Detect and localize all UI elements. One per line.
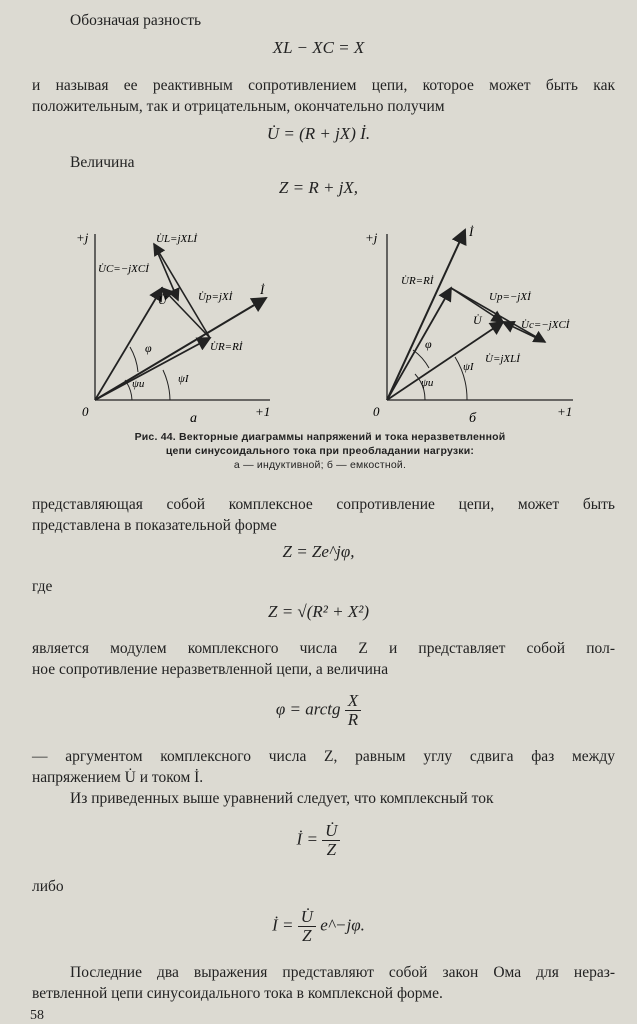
paragraph-argument-line1: — аргументом комплексного числа Z, равным углу сдвига фаз между [32, 748, 615, 765]
angle-arc-psii [163, 370, 170, 400]
angle-arc-phi [130, 347, 138, 372]
label-psiu: ψu [421, 377, 434, 389]
label-UR: U̇R=Rİ [210, 341, 243, 353]
label-UL: U̇=jXLİ [485, 353, 520, 365]
paragraph-ohm-line2: ветвленной цепи синусоидального тока в комплексной форме. [32, 985, 443, 1002]
eq-argument-left: φ = arctg [275, 699, 341, 719]
eq-current-exp-left: İ = [272, 915, 294, 935]
paragraph-intro: Обозначая разность [70, 12, 202, 29]
diagram-sublabel: а [190, 411, 197, 426]
caption-line2: цепи синусоидального тока при преобладании нагрузки: [165, 445, 475, 457]
eq-current-num: U̇ [322, 822, 340, 841]
paragraph-where: где [32, 578, 53, 595]
label-Up: Up=−jXİ [489, 291, 531, 303]
eq-current-exp-fraction [298, 908, 316, 945]
eq-current-den: Z [326, 840, 337, 859]
paragraph-ohm-line1: Последние два выражения представляют собой закон Ома для нераз- [70, 964, 615, 981]
eq-current-exp-right: e^−jφ. [320, 915, 365, 935]
page-number: 58 [30, 1008, 44, 1023]
equation-voltage: U̇ = (R + jX) İ. [266, 124, 371, 143]
resistive-voltage-vector [387, 288, 451, 400]
label-phi: φ [145, 341, 152, 355]
paragraph-modulus-line2: ное сопротивление неразветвленной цепи, а величина [32, 661, 389, 678]
diagram-sublabel: б [469, 411, 477, 426]
equation-current [0, 822, 637, 859]
equation-reactance: XL − XC = X [272, 38, 365, 57]
resistive-voltage-vector [95, 338, 210, 400]
equation-current-exp [0, 908, 637, 945]
equation-impedance: Z = R + jX, [278, 178, 359, 197]
paragraph-modulus-line1: является модулем комплексного числа Z и представляет собой пол- [32, 640, 615, 657]
label-psii: ψI [463, 361, 474, 373]
eq-current-fraction [322, 822, 340, 859]
label-psii: ψI [178, 373, 189, 385]
axis-label-one: +1 [255, 404, 271, 419]
paragraph-quantity: Величина [70, 154, 135, 171]
origin-label: 0 [373, 404, 380, 419]
label-phi: φ [425, 337, 432, 351]
label-I: İ [469, 224, 474, 239]
label-UC: U̇C=−jXCİ [98, 263, 149, 275]
eq-argument-fraction [345, 692, 361, 729]
label-psiu: ψu [132, 378, 145, 390]
paragraph-reactance-line1: и называя ее реактивным сопротивлением цепи, которое может быть как [32, 77, 615, 94]
caption-line3: а — индуктивной; б — емкостной. [233, 459, 407, 471]
eq-argument-den: R [347, 710, 359, 729]
label-I: İ [260, 282, 265, 297]
figure-caption [40, 430, 600, 472]
vector-diagram-b [355, 222, 585, 427]
label-UL: U̇L=jXLİ [156, 233, 198, 245]
vector-diagram-a [70, 222, 280, 427]
eq-current-exp-den: Z [302, 926, 312, 945]
paragraph-reactance-line2: положительным, так и отрицательным, окончательно получим [32, 98, 445, 115]
label-U: U̇ [473, 313, 482, 327]
eq-argument-num: X [345, 692, 361, 711]
angle-arc-phi [413, 350, 429, 368]
equation-modulus: Z = √(R² + X²) [267, 602, 369, 621]
paragraph-argument-line2: напряжением U̇ и током İ. [32, 769, 204, 786]
paragraph-or: либо [32, 878, 64, 895]
eq-current-left: İ = [296, 829, 318, 849]
axis-label-one: +1 [557, 404, 573, 419]
axis-label-j: +j [365, 230, 378, 245]
label-UC: U̇c=−jXCİ [521, 319, 570, 331]
equation-exponential: Z = Ze^jφ, [282, 542, 355, 561]
paragraph-current: Из приведенных выше уравнений следует, что комплексный ток [70, 790, 494, 807]
label-Up: U̇p=jXİ [198, 291, 233, 303]
label-UR: U̇R=Rİ [401, 275, 434, 287]
total-voltage-vector [95, 288, 162, 400]
equation-argument [0, 692, 637, 729]
origin-label: 0 [82, 404, 89, 419]
label-U: U̇ [158, 293, 167, 307]
paragraph-complex-line2: представлена в показательной форме [32, 517, 277, 534]
paragraph-complex-line1: представляющая собой комплексное сопротивление цепи, может быть [32, 496, 615, 513]
axis-label-j: +j [76, 230, 89, 245]
eq-current-exp-num: U̇ [298, 908, 316, 927]
caption-line1: Рис. 44. Векторные диаграммы напряжений и тока неразветвленной [134, 431, 506, 443]
